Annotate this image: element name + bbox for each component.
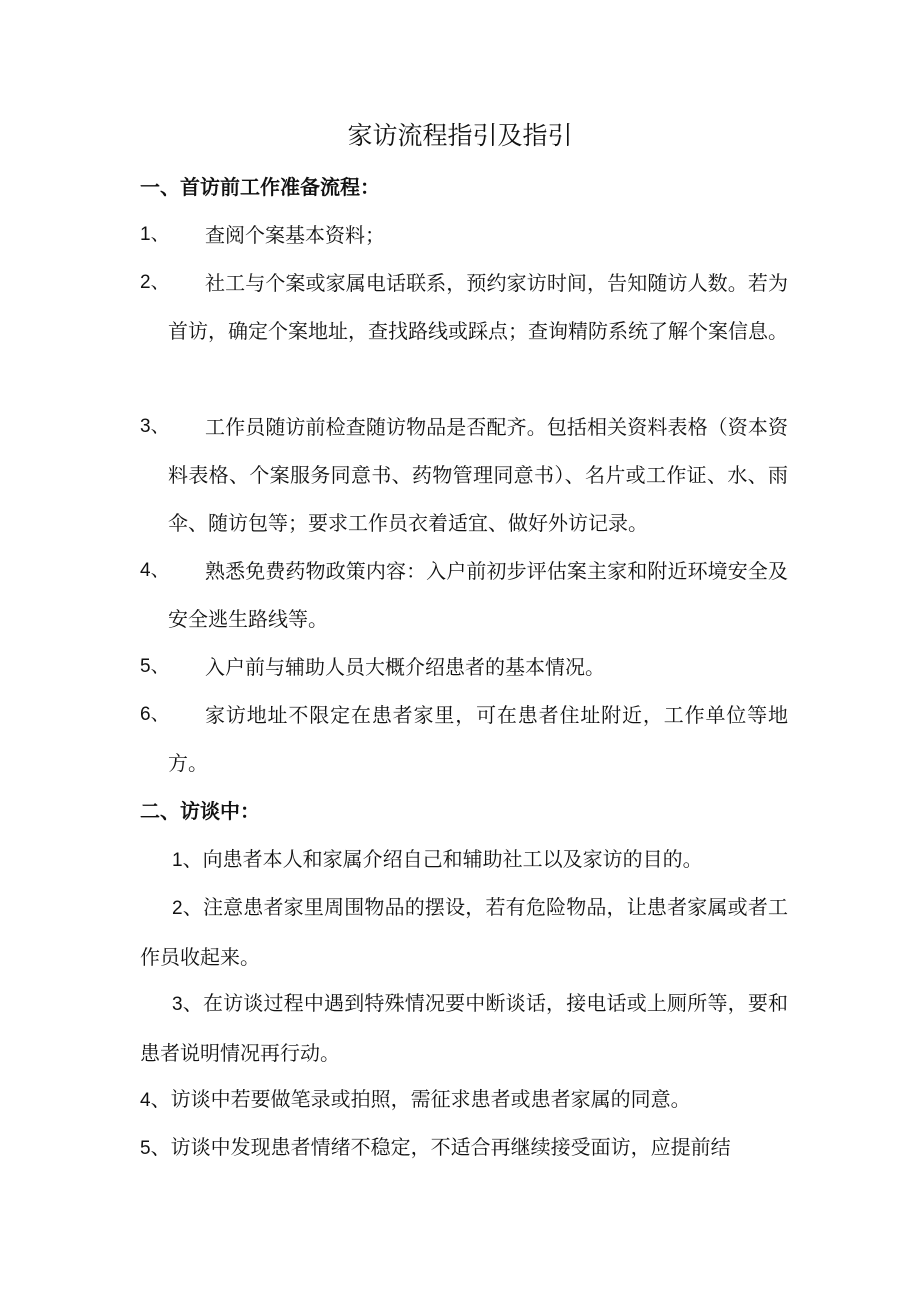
list-item-number: 5、 bbox=[140, 656, 170, 677]
paragraph-item bbox=[140, 979, 788, 1077]
paragraph-text: 、访谈中发现患者情绪不稳定，不适合再继续接受面访，应提前结 bbox=[150, 1135, 731, 1159]
list-item-text: 入户前与辅助人员大概介绍患者的基本情况。 bbox=[205, 655, 605, 679]
list-item-number: 1、 bbox=[140, 224, 170, 245]
paragraph-number: 4 bbox=[140, 1090, 151, 1111]
paragraph-number: 2 bbox=[172, 898, 183, 919]
paragraph-item bbox=[140, 883, 788, 981]
list-item-text: 社工与个案或家属电话联系，预约家访时间，告知随访人数。若为首访，确定个案地址，查找路线或踩点；查询精防系统了解个案信息。 bbox=[168, 271, 788, 343]
list-item-number: 2、 bbox=[140, 272, 170, 293]
section-heading-preparation: 一、首访前工作准备流程： bbox=[140, 175, 380, 199]
paragraph-item bbox=[140, 1123, 788, 1173]
list-item-text: 家访地址不限定在患者家里，可在患者住址附近，工作单位等地方。 bbox=[168, 703, 788, 775]
list-item-text: 工作员随访前检查随访物品是否配齐。包括相关资料表格（资本资料表格、个案服务同意书、药物管理同意书）、名片或工作证、水、雨伞、随访包等；要求工作员衣着适宜、做好外访记录。 bbox=[168, 415, 788, 535]
paragraph-number: 3 bbox=[172, 994, 183, 1015]
paragraph-item bbox=[140, 1075, 788, 1125]
paragraph-text: 、向患者本人和家属介绍自己和辅助社工以及家访的目的。 bbox=[182, 847, 703, 871]
list-item-number: 3、 bbox=[140, 416, 170, 437]
paragraph-text: 、在访谈过程中遇到特殊情况要中断谈话，接电话或上厕所等，要和患者说明情况再行动。 bbox=[140, 991, 788, 1065]
paragraph-item bbox=[140, 835, 788, 885]
paragraph-number: 5 bbox=[140, 1138, 151, 1159]
document-title: 家访流程指引及指引 bbox=[347, 121, 573, 150]
list-item-number: 4、 bbox=[140, 560, 170, 581]
paragraph-text: 、注意患者家里周围物品的摆设，若有危险物品，让患者家属或者工作员收起来。 bbox=[140, 895, 788, 969]
section-heading-interview: 二、访谈中： bbox=[140, 799, 260, 823]
list-item-number: 6、 bbox=[140, 704, 170, 725]
paragraph-text: 、访谈中若要做笔录或拍照，需征求患者或患者家属的同意。 bbox=[150, 1087, 691, 1111]
list-item-text: 熟悉免费药物政策内容：入户前初步评估案主家和附近环境安全及安全逃生路线等。 bbox=[168, 559, 788, 631]
paragraph-number: 1 bbox=[172, 850, 183, 871]
list-item-text: 查阅个案基本资料； bbox=[205, 223, 385, 247]
